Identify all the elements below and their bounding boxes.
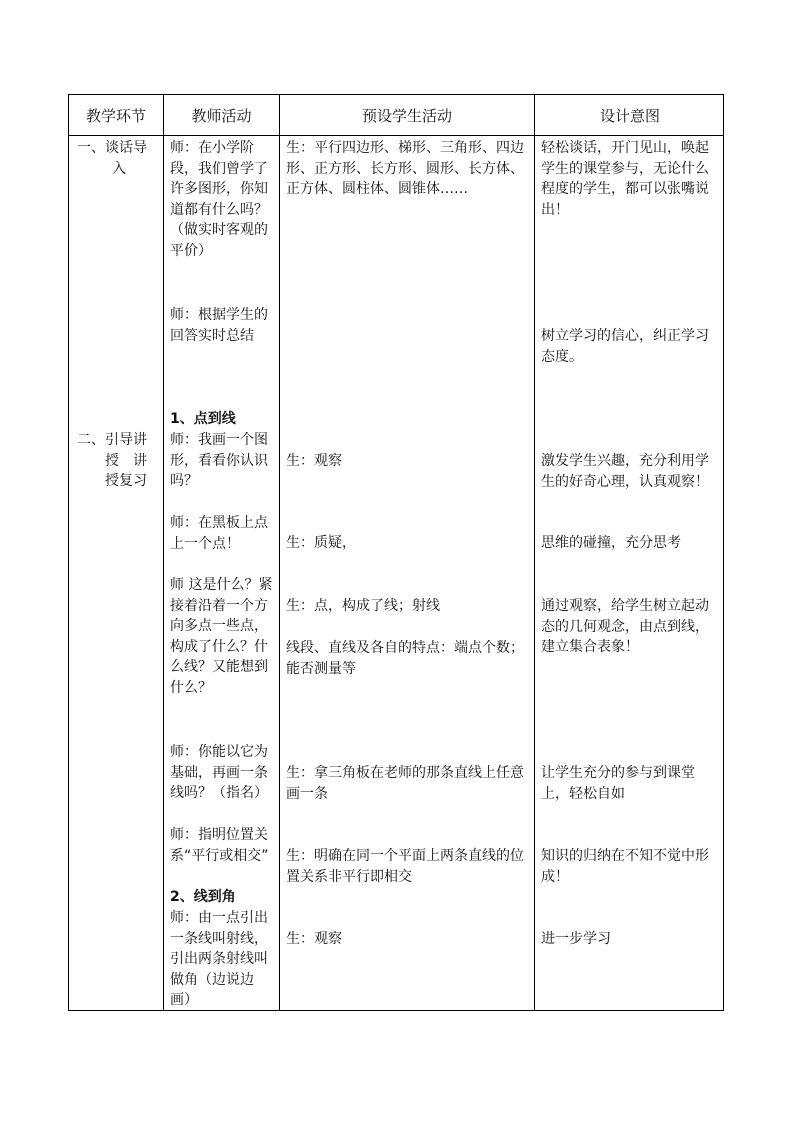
stage-guided-teaching <box>77 430 161 492</box>
student-activity-8: 生：观察 <box>286 931 342 947</box>
design-intent-1: 轻松谈话，开门见山，唤起学生的课堂参与，无论什么程度的学生，都可以张嘴说出！ <box>541 140 709 218</box>
stage-guided-line: 授 讲 <box>105 452 147 469</box>
teacher-activity-2: 师：根据学生的回答实时总结 <box>170 307 268 344</box>
student-activity-3: 生：质疑， <box>286 535 356 551</box>
lesson-plan-table <box>68 94 724 1011</box>
design-intent-6: 让学生充分的参与到课堂上，轻松自如 <box>541 765 695 802</box>
teacher-activity-4: 师：在黑板上点上一个点！ <box>170 515 268 552</box>
stage-guided-line: 授复习 <box>105 473 147 489</box>
header-teaching-stage: 教学环节 <box>85 106 146 125</box>
design-intent-5: 通过观察，给学生树立起动态的几何观念，由点到线，建立集合表象！ <box>541 598 709 655</box>
design-intent-3: 激发学生兴趣，充分利用学生的好奇心理，认真观察！ <box>541 453 709 490</box>
column-divider <box>163 95 164 1010</box>
teacher-activity-7: 师：指明位置关系“平行或相交” <box>170 827 269 864</box>
student-activity-6: 生：拿三角板在老师的那条直线上任意画一条 <box>286 765 524 802</box>
student-activity-2: 生：观察 <box>286 453 342 469</box>
teacher-activity-6: 师：你能以它为基础，再画一条线吗？（指名） <box>170 744 268 801</box>
column-divider <box>279 95 280 1010</box>
student-activity-7: 生：明确在同一个平面上两条直线的位置关系非平行即相交 <box>286 848 524 885</box>
design-intent-2: 树立学习的信心，纠正学习态度。 <box>541 328 709 365</box>
teacher-activity-3: 师：我画一个图形，看看你认识吗？ <box>170 432 268 489</box>
column-divider <box>534 95 535 1010</box>
header-divider <box>69 135 723 136</box>
student-activity-1: 生：平行四边形、梯形、三角形、四边形、正方形、长方形、圆形、长方体、正方体、圆柱体、圆锥体…… <box>286 140 524 197</box>
teacher-activity-1: 师：在小学阶段，我们曾学了许多图形，你知道都有什么吗？（做实时客观的平价） <box>170 140 268 259</box>
student-activity-4: 生：点，构成了线；射线 <box>286 598 440 614</box>
header-design-intent: 设计意图 <box>599 106 660 125</box>
design-intent-8: 进一步学习 <box>541 931 611 947</box>
design-intent-4: 思维的碰撞，充分思考 <box>541 535 681 551</box>
stage-guided-line: 二、引导讲 <box>77 432 147 448</box>
header-student-activity: 预设学生活动 <box>361 106 452 125</box>
stage-intro-line: 入 <box>112 160 126 177</box>
stage-intro <box>77 138 161 179</box>
teacher-activity-8: 师：由一点引出一条线叫射线，引出两条射线叫做角（边说边画） <box>170 910 268 1008</box>
header-teacher-activity: 教师活动 <box>191 106 252 125</box>
design-intent-7: 知识的归纳在不知不觉中形成！ <box>541 848 709 885</box>
student-activity-5: 线段、直线及各自的特点：端点个数；能否测量等 <box>286 640 524 677</box>
teacher-heading-point-to-line: 1、点到线 <box>170 411 236 427</box>
teacher-activity-5: 师 这是什么？紧接着沿着一个方向多点一些点，构成了什么？什么线？又能想到什么？ <box>170 577 273 696</box>
stage-intro-line: 一、谈话导 <box>77 140 147 156</box>
teacher-heading-line-to-angle: 2、线到角 <box>170 889 236 905</box>
